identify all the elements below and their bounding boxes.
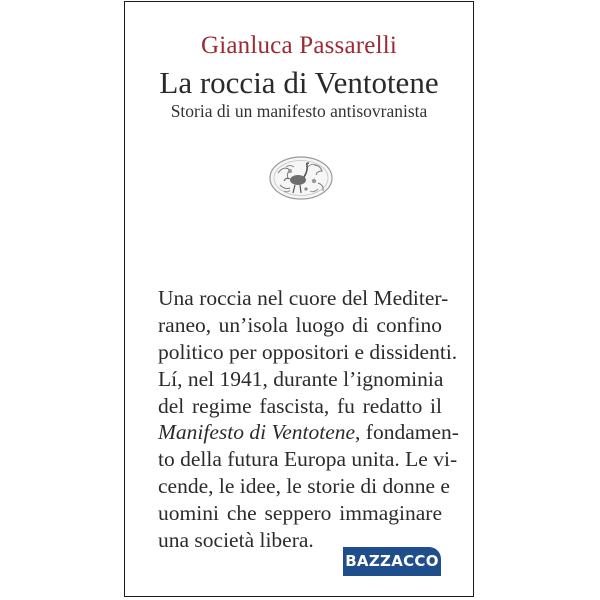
blurb-line: Una roccia nel cuore del Mediter- [158,286,449,310]
blurb-line [158,419,459,446]
blurb-line: to della futura Europa unita. Le vi- [158,447,458,472]
book-subtitle: Storia di un manifesto antisovranista [170,101,428,121]
blurb-line: raneo, un’isola luogo di confino [158,312,442,337]
blurb-text [158,285,459,554]
blurb-line: Lí, nel 1941, durante l’ignominia [158,366,444,391]
blurb-line-rest: , fondamen- [355,420,459,445]
manifesto-title-italic: Manifesto di Ventotene [158,420,356,445]
blurb-line: uomini che seppero immaginare [158,501,442,526]
ostrich-seal-icon [268,155,334,201]
bazzacco-badge: BAZZACCO [343,547,441,576]
blurb-line: politico per oppositori e dissidenti. [158,339,458,364]
book-title: La roccia di Ventotene [159,65,439,100]
author-name: Gianluca Passarelli [200,32,398,59]
book-cover [124,1,474,597]
blurb-line: cende, le idee, le storie di donne e [158,474,450,499]
blurb-line: del regime fascista, fu redatto il [158,393,442,418]
blurb-line: una società libera. [158,528,314,553]
